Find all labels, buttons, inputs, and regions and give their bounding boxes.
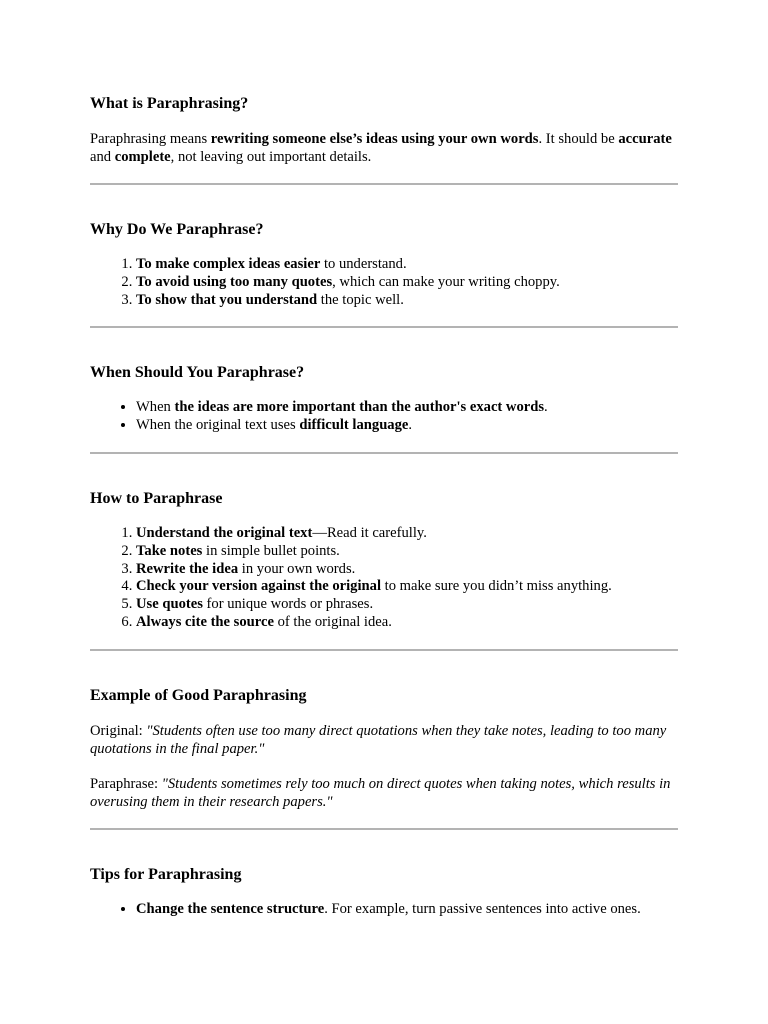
list-item	[136, 417, 678, 435]
heading-example: Example of Good Paraphrasing	[90, 686, 307, 704]
list-item	[136, 901, 678, 919]
bold-run: To avoid using too many quotes	[136, 273, 333, 290]
bold-run: Change the sentence structure	[136, 900, 325, 917]
text-run: and	[90, 149, 115, 165]
text-run: .	[408, 417, 413, 434]
text-run: for unique words or phrases.	[202, 596, 374, 613]
bold-run: the ideas are more important than the author's exact words	[174, 399, 545, 416]
bold-run: accurate	[618, 131, 672, 147]
bold-run: Check your version against the original	[136, 578, 381, 595]
bold-run: Rewrite the idea	[136, 560, 239, 577]
list-tips	[90, 901, 678, 919]
list-item	[136, 543, 678, 561]
bold-run: Use quotes	[136, 596, 203, 613]
list-item	[136, 256, 678, 274]
text-run: in your own words.	[238, 560, 356, 577]
text-run: , which can make your writing choppy.	[332, 273, 560, 290]
list-item	[136, 578, 678, 596]
bold-run: Understand the original text	[136, 524, 313, 541]
list-item	[136, 596, 678, 614]
text-run: . It should be	[538, 131, 619, 147]
heading-tips: Tips for Paraphrasing	[90, 865, 242, 883]
text-run: Original:	[90, 722, 147, 739]
italic-run: "Students sometimes rely too much on direct quotes when taking notes, which results in overusing them in their research papers."	[90, 775, 671, 810]
text-run: . For example, turn passive sentences into active ones.	[324, 900, 641, 917]
bold-run: difficult language	[299, 417, 409, 434]
italic-run: "Students often use too many direct quotations when they take notes, leading to too many quotations in the final paper."	[90, 722, 667, 757]
text-run: to make sure you didn’t miss anything.	[381, 578, 612, 595]
list-how-steps	[90, 525, 678, 632]
text-run: , not leaving out important details.	[170, 149, 372, 165]
paragraph-original	[90, 722, 678, 758]
paragraph-definition	[90, 130, 678, 166]
bold-run: complete	[114, 149, 171, 165]
list-item	[136, 274, 678, 292]
heading-what-is-paraphrasing: What is Paraphrasing?	[90, 95, 249, 112]
text-run: .	[544, 399, 548, 416]
text-run: When	[136, 399, 175, 416]
list-item	[136, 525, 678, 543]
text-run: Paraphrasing means	[90, 131, 211, 147]
text-run: When the original text uses	[136, 417, 300, 434]
list-item	[136, 614, 678, 632]
list-item	[136, 561, 678, 579]
heading-how-to-paraphrase: How to Paraphrase	[90, 489, 223, 507]
text-run: of the original idea.	[273, 613, 392, 630]
text-run: to understand.	[320, 256, 407, 272]
bold-run: To show that you understand	[136, 291, 318, 308]
bold-run: Always cite the source	[136, 613, 274, 630]
bold-run: To make complex ideas easier	[136, 256, 321, 272]
bold-run: rewriting someone else’s ideas using your own words	[210, 131, 539, 147]
heading-why-paraphrase: Why Do We Paraphrase?	[90, 221, 264, 238]
list-when-cases	[90, 399, 678, 435]
list-item	[136, 292, 678, 310]
document-page	[90, 94, 678, 919]
heading-when-paraphrase: When Should You Paraphrase?	[90, 364, 305, 382]
bold-run: Take notes	[136, 542, 203, 559]
paragraph-paraphrase	[90, 775, 678, 811]
text-run: the topic well.	[317, 291, 404, 308]
text-run: Paraphrase:	[90, 775, 162, 792]
text-run: in simple bullet points.	[202, 542, 340, 559]
list-why-reasons	[90, 256, 678, 309]
list-item	[136, 399, 678, 417]
text-run: —Read it carefully.	[312, 524, 427, 541]
